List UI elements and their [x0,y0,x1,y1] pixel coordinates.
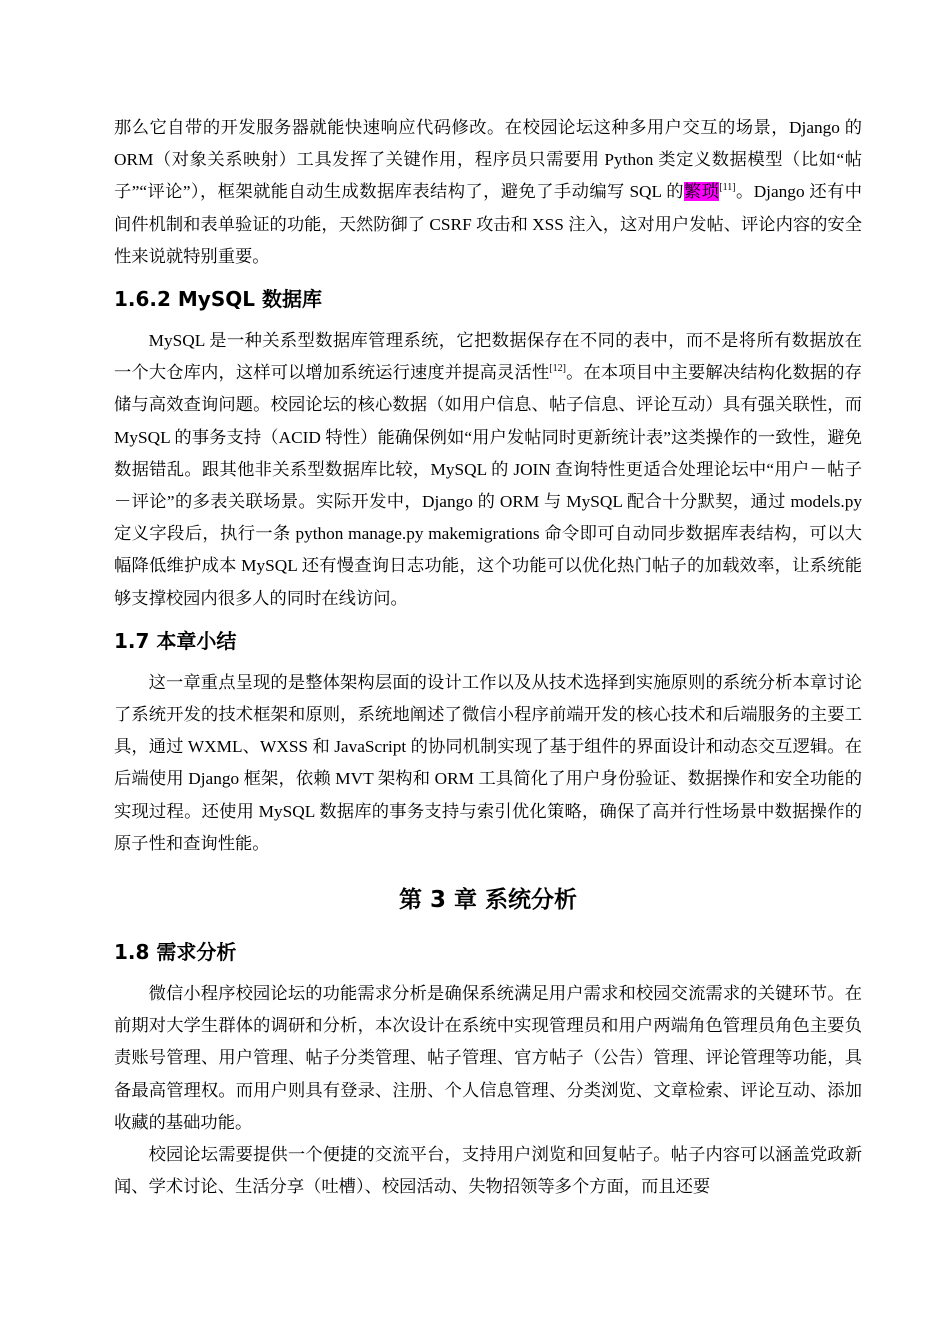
highlighted-text: 繁琐 [683,182,720,202]
requirements-paragraph-1: 微信小程序校园论坛的功能需求分析是确保系统满足用户需求和校园交流需求的关键环节。在前期对大学生群体的调研和分析，本次设计在系统中实现管理员和用户两端角色管理员角色主要负责账号管理、用户管理、帖子分类管理、帖子管理、官方帖子（公告）管理、评论管理等功能，具备最高管理权。而用户则具有登录、注册、个人信息管理、分类浏览、文章检索、评论互动、添加收藏的基础功能。 [114,984,862,1132]
chapter-heading: 第 3 章 系统分析 [398,887,578,914]
intro-paragraph [114,112,862,273]
intro-text-after: 。Django 还有中间件机制和表单验证的功能，天然防御了 CSRF 攻击和 XSS 注入，这对用户发帖、评论内容的安全性来说就特别重要。 [114,182,862,266]
document-page [114,112,862,1203]
mysql-text-after: 。在本项目中主要解决结构化数据的存储与高效查询问题。校园论坛的核心数据（如用户信息、帖子信息、评论互动）具有强关联性，而 MySQL 的事务支持（ACID 特性）能确保例如“用户发帖同时更新统计表”这类操作的一致性，避免数据错乱。跟其他非关系型数据库比较，MySQL 的 JOIN 查询特性更适合处理论坛中“用户－帖子－评论”的多表关联场景。实际开发中，Django 的 ORM 与 MySQL 配合十分默契，通过 models.py 定义字段后，执行一条 python manage.py makemigrations 命令即可自动同步数据库表结构，可以大幅降低维护成本 MySQL 还有慢查询日志功能，这个功能可以优化热门帖子的加载效率，让系统能够支撑校园内很多人的同时在线访问。 [114,363,862,608]
citation-ref-12: [12] [549,363,566,375]
summary-paragraph: 这一章重点呈现的是整体架构层面的设计工作以及从技术选择到实施原则的系统分析本章讨论了系统开发的技术框架和原则，系统地阐述了微信小程序前端开发的核心技术和后端服务的主要工具，通过 WXML、WXSS 和 JavaScript 的协同机制实现了基于组件的界面设计和动态交互逻辑。在后端使用 Django 框架，依赖 MVT 架构和 ORM 工具简化了用户身份验证、数据操作和安全功能的实现过程。还使用 MySQL 数据库的事务支持与索引优化策略，确保了高并行性场景中数据操作的原子性和查询性能。 [114,672,862,853]
requirements-paragraph-2: 校园论坛需要提供一个便捷的交流平台，支持用户浏览和回复帖子。帖子内容可以涵盖党政新闻、学术讨论、生活分享（吐槽）、校园活动、失物招领等多个方面，而且还要 [114,1145,862,1197]
mysql-text-before: MySQL 是一种关系型数据库管理系统，它把数据保存在不同的表中，而不是将所有数据放在一个大仓库内，这样可以增加系统运行速度并提高灵活性 [114,331,862,383]
section-heading-1-8: 1.8 需求分析 [114,940,237,965]
section-heading-1-6-2: 1.6.2 MySQL 数据库 [114,287,322,312]
section-heading-1-7: 1.7 本章小结 [114,628,237,653]
mysql-paragraph [114,325,862,615]
citation-ref-11: [11] [719,182,736,194]
intro-text-before: 那么它自带的开发服务器就能快速响应代码修改。在校园论坛这种多用户交互的场景，Django 的 ORM（对象关系映射）工具发挥了关键作用，程序员只需要用 Python 类定义数据模型（比如“帖子”“评论”），框架就能自动生成数据库表结构了，避免了手动编写 SQL 的 [114,118,862,202]
